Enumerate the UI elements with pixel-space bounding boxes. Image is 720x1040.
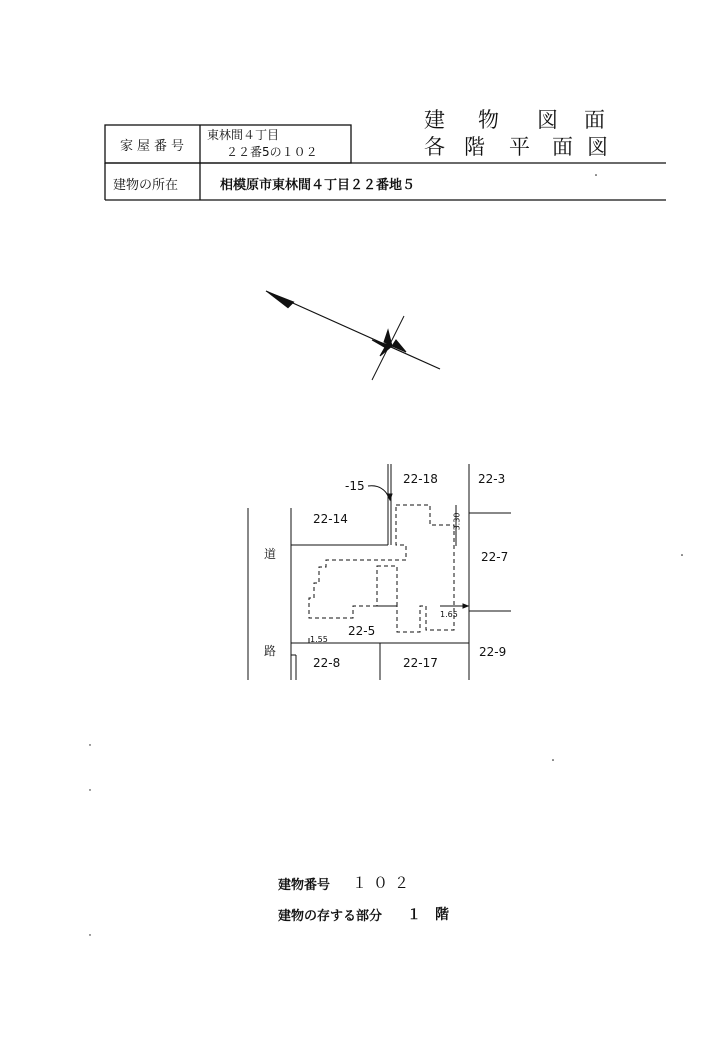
title-char: 図 — [537, 108, 558, 132]
dimension-label: 1.55 — [310, 635, 328, 644]
lot-label: 22-17 — [403, 656, 438, 670]
title-char: 面 — [584, 108, 605, 132]
floor-label: 建物の存する部分 — [278, 909, 383, 924]
title-line-1 — [424, 104, 614, 130]
title-char: 面 — [552, 135, 573, 159]
title-char: 階 — [464, 135, 485, 159]
compass-icon — [266, 291, 440, 380]
location-value: 相模原市東林間４丁目２２番地５ — [220, 178, 416, 193]
dimension-label: 1.65 — [440, 610, 458, 619]
lot-label: 22-14 — [313, 512, 348, 526]
building-number-value: １０２ — [352, 874, 416, 892]
floor-value: １ 階 — [407, 907, 449, 923]
house-number-line2: ２２番5の１０２ — [226, 145, 318, 159]
lot-label: 22-5 — [348, 624, 376, 638]
lot-label: 22-18 — [403, 472, 438, 486]
title-char: 各 — [424, 135, 445, 159]
site-plan — [248, 464, 511, 680]
title-line-2 — [424, 131, 614, 157]
title-char: 建 — [424, 108, 445, 132]
house-number-line1: 東林間４丁目 — [207, 128, 280, 142]
location-label: 建物の所在 — [113, 178, 179, 193]
road-label: 道 — [264, 547, 277, 561]
road-label: 路 — [264, 644, 277, 658]
building-number-label: 建物番号 — [278, 878, 331, 893]
scan-marks — [89, 174, 683, 936]
lot-label: 22-7 — [481, 550, 509, 564]
title-char: 平 — [509, 135, 530, 159]
house-number-label: 家屋番号 — [120, 139, 189, 154]
lot-label: 22-8 — [313, 656, 341, 670]
lot-label: 22-9 — [479, 645, 507, 659]
lot-label: -15 — [345, 479, 365, 493]
title-char: 図 — [587, 135, 608, 159]
title-char: 物 — [478, 108, 499, 132]
dimension-label: 3.30 — [452, 512, 462, 531]
lot-label: 22-3 — [478, 472, 506, 486]
